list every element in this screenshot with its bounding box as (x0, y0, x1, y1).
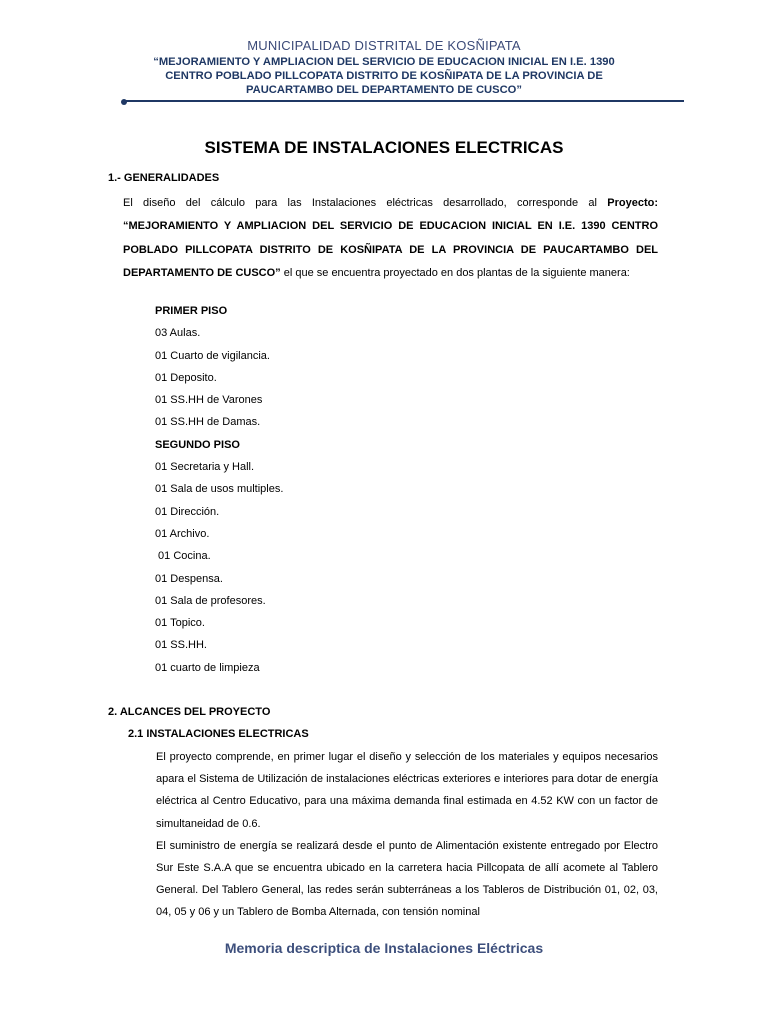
floor1-heading: PRIMER PISO (155, 305, 228, 317)
list-item: 01 SS.HH de Damas. (155, 416, 261, 429)
alcances-paragraphs (156, 746, 658, 924)
municipality-name: MUNICIPALIDAD DISTRITAL DE KOSÑIPATA (247, 38, 521, 53)
list-item: 01 Dirección. (155, 505, 220, 518)
page-header (100, 38, 668, 97)
list-item: 03 Aulas. (155, 327, 201, 340)
page-footer: Memoria descriptica de Instalaciones Eléctricas (224, 940, 544, 956)
intro-tail-text: el que se encuentra proyectado en dos plantas de la siguiente manera: (280, 267, 630, 280)
project-name-bold: Proyecto: “MEJORAMIENTO Y AMPLIACION DEL SERVICIO DE EDUCACION INICIAL EN I.E. 1390 CENTRO POBLADO PILLCOPATA DISTRITO DE KOSÑIPATA DE LA PROVINCIA DE PAUCARTAMBO DEL DEPARTAMENTO DE CUSCO” (123, 197, 658, 280)
alcances-paragraph-2: El suministro de energía se realizará desde el punto de Alimentación existente entregado por Electro Sur Este S.A.A que se encuentra ubicado en la carretera hacia Pillcopata de allí acomete al Tablero General. Del Tablero General, las redes serán subterráneas a los Tableros de Distribución 01, 02, 03, 04, 05 y 06 y un Tablero de Bomba Alternada, con tensión nominal (156, 839, 658, 919)
alcances-paragraph-1: El proyecto comprende, en primer lugar el diseño y selección de los materiales y equipos necesarios apara el Sistema de Utilización de instalaciones eléctricas exteriores e interiores para dotar de energía eléctrica al Centro Educativo, para una máxima demanda final estimada en 4.52 KW con un factor de simultaneidad de 0.6. (156, 751, 658, 830)
list-item: 01 Archivo. (155, 527, 210, 540)
list-item: 01 Secretaria y Hall. (155, 461, 255, 474)
section-heading-generalidades: 1.- GENERALIDADES (108, 172, 220, 184)
generalidades-paragraph (123, 192, 658, 286)
header-project-title (100, 55, 668, 97)
intro-text: El diseño del cálculo para las Instalaciones eléctricas desarrollado, corresponde al (123, 197, 608, 209)
header-divider (122, 100, 684, 102)
list-item: 01 Cuarto de vigilancia. (155, 349, 270, 362)
section-heading-alcances: 2. ALCANCES DEL PROYECTO (108, 706, 271, 718)
list-item: 01 SS.HH de Varones (155, 394, 263, 407)
list-item: 01 Deposito. (155, 371, 217, 384)
header-divider-bullet (121, 99, 127, 105)
list-item: 01 Cocina. (155, 550, 211, 563)
list-item: 01 cuarto de limpieza (155, 661, 260, 674)
document-title: SISTEMA DE INSTALACIONES ELECTRICAS (204, 138, 564, 157)
header-project-line: “MEJORAMIENTO Y AMPLIACION DEL SERVICIO DE EDUCACION INICIAL EN I.E. 1390 (153, 56, 615, 68)
list-item: 01 Sala de profesores. (155, 594, 266, 607)
list-item: 01 Sala de usos multiples. (155, 483, 284, 496)
list-item: 01 Topico. (155, 617, 205, 630)
floor2-heading: SEGUNDO PISO (155, 438, 240, 451)
header-project-line: PAUCARTAMBO DEL DEPARTAMENTO DE CUSCO” (246, 84, 522, 96)
floor-list (155, 304, 283, 683)
subsection-heading-instalaciones: 2.1 INSTALACIONES ELECTRICAS (128, 728, 309, 740)
list-item: 01 Despensa. (155, 572, 223, 585)
header-project-line: CENTRO POBLADO PILLCOPATA DISTRITO DE KOSÑIPATA DE LA PROVINCIA DE (165, 70, 603, 82)
list-item: 01 SS.HH. (155, 639, 207, 652)
